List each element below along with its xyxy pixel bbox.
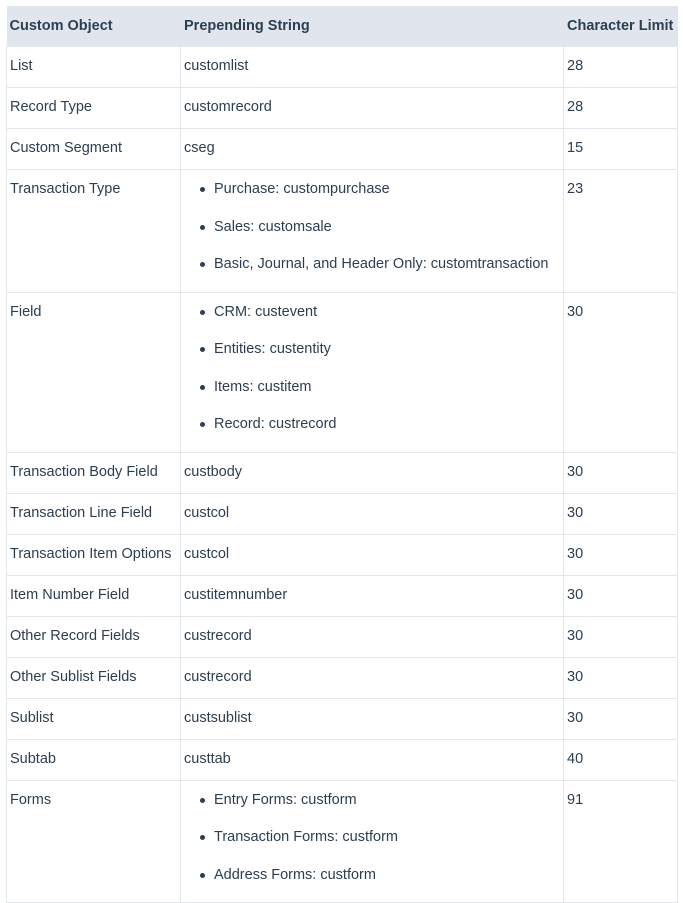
table-row <box>7 493 678 534</box>
cell-character-limit: 91 <box>564 780 678 903</box>
list-item: Basic, Journal, and Header Only: customtransaction <box>214 254 560 292</box>
cell-prepending-string: customlist <box>181 47 564 88</box>
list-item: Entities: custentity <box>214 339 560 377</box>
cell-custom-object: List <box>7 47 181 88</box>
list-item: Transaction Forms: custform <box>214 827 560 865</box>
cell-custom-object: Transaction Item Options <box>7 534 181 575</box>
list-item: Entry Forms: custform <box>214 790 560 828</box>
cell-character-limit: 23 <box>564 170 678 293</box>
list-item: Purchase: custompurchase <box>214 179 560 217</box>
cell-prepending-string: custbody <box>181 452 564 493</box>
prefix-list <box>184 179 560 292</box>
table-row <box>7 47 678 88</box>
list-item: Address Forms: custform <box>214 865 560 903</box>
list-item: Items: custitem <box>214 377 560 415</box>
cell-custom-object: Transaction Body Field <box>7 452 181 493</box>
header-custom-object: Custom Object <box>7 6 181 47</box>
cell-prepending-string: custcol <box>181 534 564 575</box>
cell-prepending-string <box>181 292 564 452</box>
header-row <box>7 6 678 47</box>
cell-custom-object: Transaction Type <box>7 170 181 293</box>
cell-prepending-string: custitemnumber <box>181 575 564 616</box>
table-row <box>7 88 678 129</box>
cell-prepending-string: custsublist <box>181 698 564 739</box>
list-item: Record: custrecord <box>214 414 560 452</box>
cell-custom-object: Custom Segment <box>7 129 181 170</box>
table-row <box>7 575 678 616</box>
cell-prepending-string <box>181 170 564 293</box>
cell-custom-object: Forms <box>7 780 181 903</box>
cell-character-limit: 30 <box>564 698 678 739</box>
cell-custom-object: Field <box>7 292 181 452</box>
table-row <box>7 534 678 575</box>
cell-character-limit: 30 <box>564 493 678 534</box>
table-row <box>7 170 678 293</box>
cell-prepending-string: custcol <box>181 493 564 534</box>
cell-character-limit: 30 <box>564 657 678 698</box>
cell-prepending-string <box>181 780 564 903</box>
cell-custom-object: Other Sublist Fields <box>7 657 181 698</box>
table-row <box>7 616 678 657</box>
cell-prepending-string: custrecord <box>181 616 564 657</box>
table-row <box>7 292 678 452</box>
cell-character-limit: 28 <box>564 47 678 88</box>
cell-character-limit: 30 <box>564 292 678 452</box>
cell-character-limit: 30 <box>564 616 678 657</box>
list-item: Sales: customsale <box>214 217 560 255</box>
prefix-list <box>184 790 560 903</box>
cell-custom-object: Item Number Field <box>7 575 181 616</box>
cell-custom-object: Sublist <box>7 698 181 739</box>
header-character-limit: Character Limit <box>564 6 678 47</box>
cell-custom-object: Other Record Fields <box>7 616 181 657</box>
header-prepending-string: Prepending String <box>181 6 564 47</box>
cell-prepending-string: custrecord <box>181 657 564 698</box>
cell-character-limit: 30 <box>564 534 678 575</box>
table-row <box>7 698 678 739</box>
cell-prepending-string: customrecord <box>181 88 564 129</box>
table-row <box>7 452 678 493</box>
list-item: CRM: custevent <box>214 302 560 340</box>
custom-object-table <box>6 6 678 903</box>
cell-character-limit: 40 <box>564 739 678 780</box>
table-row <box>7 129 678 170</box>
cell-character-limit: 30 <box>564 575 678 616</box>
cell-prepending-string: cseg <box>181 129 564 170</box>
cell-character-limit: 30 <box>564 452 678 493</box>
cell-character-limit: 15 <box>564 129 678 170</box>
cell-custom-object: Transaction Line Field <box>7 493 181 534</box>
prefix-list <box>184 302 560 452</box>
cell-prepending-string: custtab <box>181 739 564 780</box>
cell-custom-object: Subtab <box>7 739 181 780</box>
table-row <box>7 739 678 780</box>
table-row <box>7 780 678 903</box>
cell-custom-object: Record Type <box>7 88 181 129</box>
cell-character-limit: 28 <box>564 88 678 129</box>
table-row <box>7 657 678 698</box>
